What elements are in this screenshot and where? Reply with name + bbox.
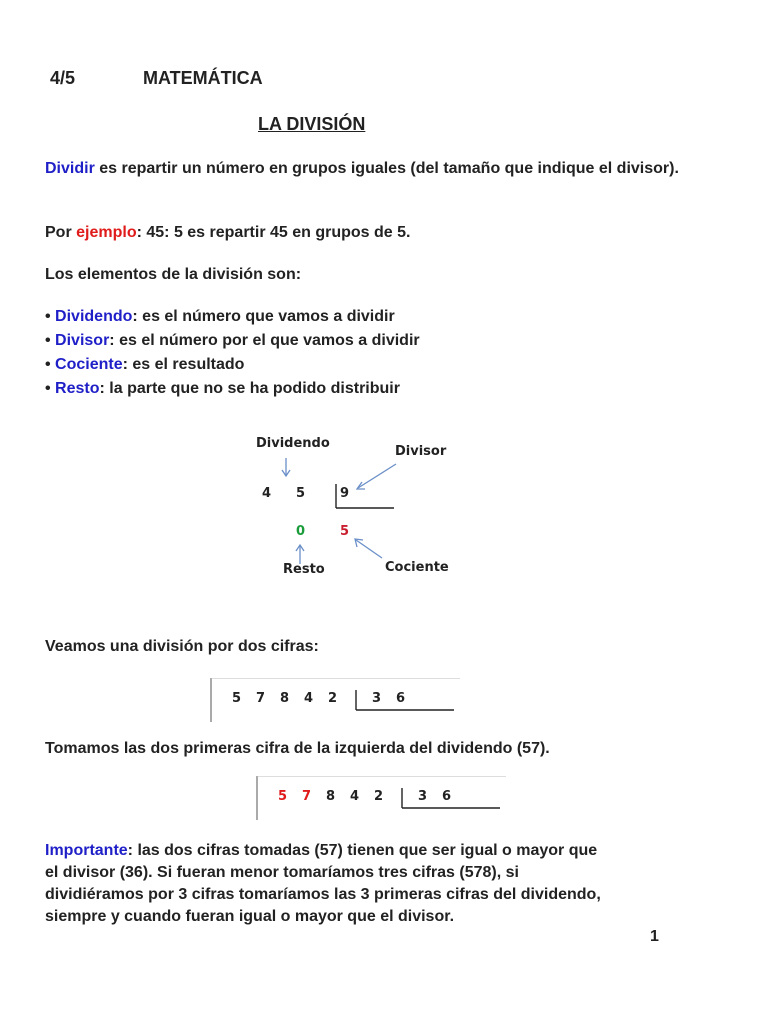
dividend-digit: 8 bbox=[280, 691, 290, 706]
page-code: 4/5 bbox=[50, 68, 76, 88]
dividend-digit: 2 bbox=[328, 691, 338, 706]
example-paragraph bbox=[45, 222, 410, 244]
list-term: Divisor bbox=[55, 332, 110, 349]
list-item bbox=[45, 378, 420, 402]
important-text: : las dos cifras tomadas (57) tienen que ser igual o mayor que bbox=[127, 842, 598, 859]
list-item bbox=[45, 330, 420, 354]
dividend-digit-highlighted: 5 bbox=[278, 789, 288, 804]
subject-title: MATEMÁTICA bbox=[143, 68, 263, 88]
list-term: Cociente bbox=[55, 356, 123, 373]
definition-paragraph bbox=[45, 158, 685, 180]
divisor-digit: 3 bbox=[372, 691, 382, 706]
definition-term: Dividir bbox=[45, 160, 95, 177]
important-line: dividiéramos por 3 cifras tomaríamos las 3 primeras cifras del dividendo, bbox=[45, 886, 601, 903]
list-text: : es el número que vamos a dividir bbox=[132, 308, 395, 325]
bullet: • bbox=[45, 308, 56, 325]
important-note bbox=[45, 840, 725, 928]
dividend-digit: 7 bbox=[256, 691, 266, 706]
page-title: LA DIVISIÓN bbox=[258, 114, 366, 134]
important-line: siempre y cuando fueran igual o mayor que el divisor. bbox=[45, 908, 455, 925]
list-text: : es el resultado bbox=[122, 356, 245, 373]
division-diagram bbox=[240, 430, 460, 590]
dividend-digit: 4 bbox=[304, 691, 314, 706]
arrow-icon bbox=[357, 464, 396, 489]
example-prefix: Por bbox=[45, 224, 77, 241]
label-dividendo: Dividendo bbox=[256, 436, 330, 451]
arrow-icon bbox=[355, 539, 382, 558]
list-item bbox=[45, 354, 420, 378]
divisor-digit: 6 bbox=[396, 691, 406, 706]
elements-list bbox=[45, 306, 420, 402]
quotient-value: 5 bbox=[340, 524, 350, 539]
elements-intro: Los elementos de la división son: bbox=[45, 266, 302, 283]
important-line: el divisor (36). Si fueran menor tomaríamos tres cifras (578), si bbox=[45, 864, 519, 881]
label-resto: Resto bbox=[283, 562, 325, 577]
dividend-digit: 8 bbox=[326, 789, 336, 804]
arrow-icon bbox=[282, 458, 290, 476]
example-term: ejemplo bbox=[76, 224, 137, 241]
dividend-digit: 4 bbox=[262, 486, 272, 501]
important-line bbox=[45, 840, 725, 862]
dividend-digit: 5 bbox=[232, 691, 242, 706]
dividend-digit: 5 bbox=[296, 486, 306, 501]
divisor-digit: 3 bbox=[418, 789, 428, 804]
label-divisor: Divisor bbox=[395, 444, 447, 459]
label-cociente: Cociente bbox=[385, 560, 449, 575]
divisor-digit: 6 bbox=[442, 789, 452, 804]
list-text: : es el número por el que vamos a dividir bbox=[109, 332, 420, 349]
definition-text: es repartir un número en grupos iguales (del tamaño que indique el divisor). bbox=[94, 160, 679, 177]
divisor-value: 9 bbox=[340, 486, 350, 501]
division-example-1 bbox=[210, 678, 460, 722]
list-term: Dividendo bbox=[55, 308, 133, 325]
two-digit-intro: Veamos una división por dos cifras: bbox=[45, 638, 319, 655]
list-item bbox=[45, 306, 420, 330]
list-term: Resto bbox=[55, 380, 100, 397]
bullet: • bbox=[45, 356, 56, 373]
bullet: • bbox=[45, 332, 56, 349]
dividend-digit-highlighted: 7 bbox=[302, 789, 312, 804]
step1-text: Tomamos las dos primeras cifra de la izquierda del dividendo (57). bbox=[45, 740, 550, 757]
list-text: : la parte que no se ha podido distribuir bbox=[99, 380, 400, 397]
dividend-digit: 2 bbox=[374, 789, 384, 804]
dividend-digit: 4 bbox=[350, 789, 360, 804]
bullet: • bbox=[45, 380, 56, 397]
page-number: 1 bbox=[650, 928, 659, 945]
remainder-value: 0 bbox=[296, 524, 306, 539]
important-term: Importante bbox=[45, 842, 128, 859]
division-example-2 bbox=[256, 776, 506, 820]
example-text: : 45: 5 es repartir 45 en grupos de 5. bbox=[136, 224, 411, 241]
